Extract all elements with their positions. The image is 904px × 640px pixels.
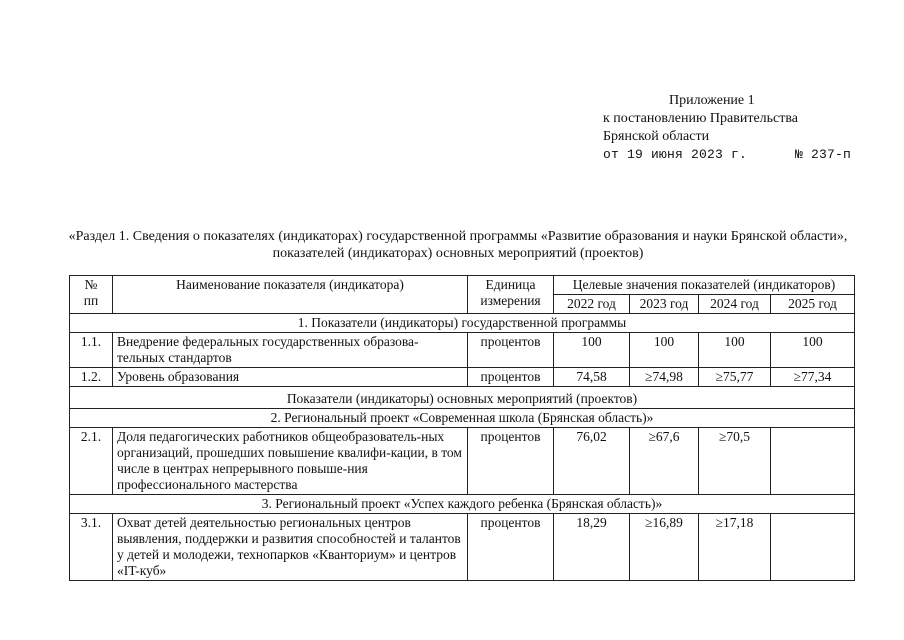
group-row-main-measures — [70, 387, 855, 409]
appendix-date-line — [603, 146, 851, 164]
group-main-label: Показатели (индикаторы) основных мероприятий (проектов) — [70, 387, 855, 409]
group-project-2-label: 2. Региональный проект «Современная школа (Брянская область)» — [70, 409, 855, 428]
group-program-label: 1. Показатели (индикаторы) государственной программы — [70, 314, 855, 333]
header-year-2025: 2025 год — [771, 295, 855, 314]
group-row-program — [70, 314, 855, 333]
appendix-title: Приложение 1 — [669, 93, 755, 108]
appendix-block — [603, 92, 851, 164]
row-index: 1.1. — [70, 333, 113, 368]
header-number — [70, 276, 113, 314]
header-unit — [468, 276, 554, 314]
appendix-date: от 19 июня 2023 г. — [603, 147, 748, 162]
header-number-line1: № — [84, 277, 98, 292]
table-row — [70, 368, 855, 387]
header-unit-line2: измерения — [480, 293, 541, 308]
row-value-2022: 18,29 — [554, 514, 630, 581]
appendix-resolution: к постановлению Правительства — [603, 111, 799, 126]
header-year-2024: 2024 год — [699, 295, 771, 314]
row-value-2022: 76,02 — [554, 428, 630, 495]
row-value-2024: 100 — [699, 333, 771, 368]
header-unit-line1: Единица — [485, 277, 536, 292]
header-year-2022: 2022 год — [554, 295, 630, 314]
row-value-2024: ≥70,5 — [699, 428, 771, 495]
row-value-2023: ≥74,98 — [630, 368, 699, 387]
row-unit: процентов — [468, 368, 554, 387]
row-name: Уровень образования — [113, 368, 468, 387]
row-unit: процентов — [468, 333, 554, 368]
group-row-project-3 — [70, 495, 855, 514]
table-row — [70, 428, 855, 495]
row-index: 3.1. — [70, 514, 113, 581]
row-unit: процентов — [468, 428, 554, 495]
group-project-3-label: 3. Региональный проект «Успех каждого ребенка (Брянская область)» — [70, 495, 855, 514]
header-name: Наименование показателя (индикатора) — [113, 276, 468, 314]
row-value-2025 — [771, 428, 855, 495]
section-title: «Раздел 1. Сведения о показателях (индикаторах) государственной программы «Развитие образования и науки Брянской области», показателей (индикаторах) основных мероприятий (проектов) — [68, 229, 848, 261]
header-number-line2: пп — [83, 293, 99, 308]
row-value-2024: ≥75,77 — [699, 368, 771, 387]
appendix-region: Брянской области — [603, 129, 710, 144]
row-name: Внедрение федеральных государственных образова-тельных стандартов — [113, 333, 468, 368]
row-value-2025 — [771, 514, 855, 581]
row-index: 1.2. — [70, 368, 113, 387]
row-value-2025: 100 — [771, 333, 855, 368]
row-value-2023: 100 — [630, 333, 699, 368]
row-value-2024: ≥17,18 — [699, 514, 771, 581]
row-value-2022: 74,58 — [554, 368, 630, 387]
row-value-2023: ≥67,6 — [630, 428, 699, 495]
group-row-project-2 — [70, 409, 855, 428]
indicators-table — [69, 275, 855, 581]
header-targets: Целевые значения показателей (индикаторов) — [554, 276, 855, 295]
header-year-2023: 2023 год — [630, 295, 699, 314]
row-name: Охват детей деятельностью региональных центров выявления, поддержки и развития способностей и талантов у детей и молодежи, технопарков «Кванториум» и центров «IT-куб» — [113, 514, 468, 581]
table-row — [70, 514, 855, 581]
row-index: 2.1. — [70, 428, 113, 495]
row-value-2022: 100 — [554, 333, 630, 368]
row-value-2023: ≥16,89 — [630, 514, 699, 581]
row-unit: процентов — [468, 514, 554, 581]
row-name: Доля педагогических работников общеобразователь-ных организаций, прошедших повышение квалифи-кации, в том числе в центрах непрерывного повыше-ния профессионального мастерства — [113, 428, 468, 495]
row-value-2025: ≥77,34 — [771, 368, 855, 387]
appendix-number: № 237-п — [795, 147, 852, 162]
header-row-1 — [70, 276, 855, 295]
table-row — [70, 333, 855, 368]
